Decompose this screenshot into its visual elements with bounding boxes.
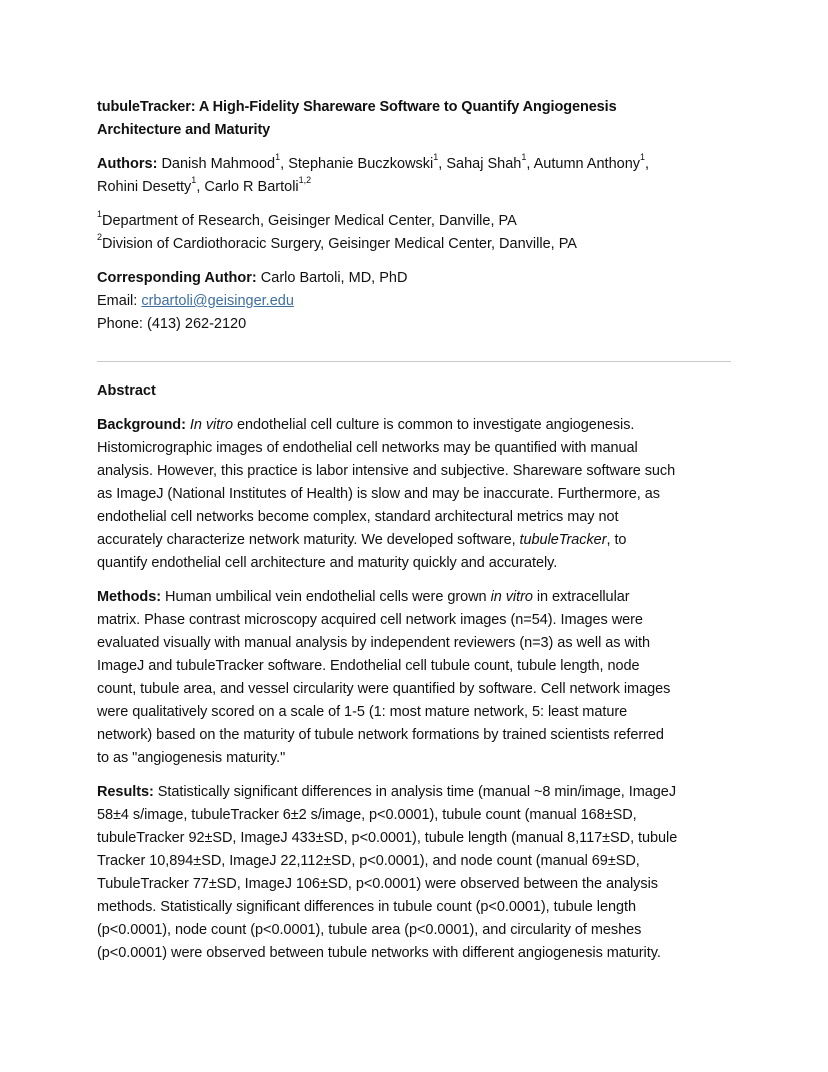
phone-label: Phone:: [97, 316, 143, 332]
abstract-body: [97, 414, 737, 976]
author-name: Rohini Desetty: [97, 179, 192, 195]
methods-line: evaluated visually with manual analysis by independent reviewers (n=3) as well as with: [97, 635, 651, 651]
methods-line: Human umbilical vein endothelial cells were grown in vitro in extracellular: [165, 589, 630, 605]
phone-number: (413) 262-2120: [147, 316, 247, 332]
results-paragraph: [97, 781, 737, 965]
methods-label: Methods:: [97, 589, 162, 605]
paper-title: [97, 96, 737, 142]
background-line: quantify endothelial cell architecture and maturity quickly and accurately.: [97, 555, 558, 571]
methods-line: ImageJ and tubuleTracker software. Endothelial cell tubule count, tubule length, node: [97, 658, 640, 674]
authors-label: Authors:: [97, 156, 158, 172]
affiliation-item: $^1$Department of Research, Geisinger Medical Center, Danville, PA: [97, 209, 517, 229]
paper-page: [97, 96, 737, 961]
results-line: tubuleTracker 92±SD, ImageJ 433±SD, p<0.0001), tubule length (manual 8,117±SD, tubule: [97, 830, 678, 846]
author-name: Autumn Anthony: [533, 156, 641, 172]
affiliation-list: [97, 210, 737, 256]
author-affiliation: 1: [521, 152, 527, 163]
methods-line: matrix. Phase contrast microscopy acquired cell network images (n=54). Images were: [97, 612, 643, 628]
abstract-heading: Abstract: [97, 383, 156, 399]
author-name: Carlo R Bartoli: [204, 179, 299, 195]
corresponding-name: Carlo Bartoli, MD, PhD: [260, 270, 408, 286]
author-name: Sahaj Shah: [446, 156, 522, 172]
corresponding-label: Corresponding Author:: [97, 270, 257, 286]
background-line: endothelial cell networks become complex, standard architectural metrics may not: [97, 509, 619, 525]
results-line: 58±4 s/image, tubuleTracker 6±2 s/image, p<0.0001), tubule count (manual 168±SD,: [97, 807, 637, 823]
title-line: tubuleTracker: A High-Fidelity Shareware Software to Quantify Angiogenesis: [97, 99, 617, 115]
title-line: Architecture and Maturity: [97, 122, 271, 138]
results-line: (p<0.0001), node count (p<0.0001), tubule area (p<0.0001), and circularity of meshes: [97, 922, 642, 938]
author-list: Authors: Danish Mahmood$^1$, Stephanie Buczkowski$^1$, Sahaj Shah$^1$, Autumn Anthony$^1$, Rohini Desetty$^1$, Carlo R Bartoli$^{1,2}$: [97, 152, 650, 195]
methods-line: network) based on the maturity of tubule network formations by trained scientists referred: [97, 727, 664, 743]
background-paragraph: [97, 414, 737, 575]
author-affiliation: 1: [433, 152, 439, 163]
email-link[interactable]: crbartoli@geisinger.edu: [141, 293, 294, 309]
author-name: Danish Mahmood: [161, 156, 276, 172]
background-line: In vitro endothelial cell culture is common to investigate angiogenesis.: [189, 417, 635, 433]
author-affiliation: 1,2: [298, 175, 312, 186]
results-line: (p<0.0001) were observed between tubule networks with different angiogenesis maturity.: [97, 945, 661, 961]
results-line: Tracker 10,894±SD, ImageJ 22,112±SD, p<0.0001), and node count (manual 69±SD,: [97, 853, 640, 869]
author-affiliation: 1: [275, 152, 281, 163]
methods-line: to as "angiogenesis maturity.": [97, 750, 286, 766]
methods-line: were qualitatively scored on a scale of 1-5 (1: most mature network, 5: least mature: [97, 704, 628, 720]
methods-paragraph: [97, 586, 737, 770]
background-line: accurately characterize network maturity. We developed software, tubuleTracker, to: [97, 532, 627, 548]
results-line: methods. Statistically significant differences in tubule count (p<0.0001), tubule length: [97, 899, 637, 915]
background-label: Background:: [97, 417, 186, 433]
author-affiliation: 1: [191, 175, 197, 186]
background-line: analysis. However, this practice is labor intensive and subjective. Shareware software such: [97, 463, 676, 479]
results-line: TubuleTracker 77±SD, ImageJ 106±SD, p<0.0001) were observed between the analysis: [97, 876, 658, 892]
background-line: as ImageJ (National Institutes of Health) is slow and may be inaccurate. Furthermore, as: [97, 486, 660, 502]
background-line: Histomicrographic images of endothelial cell networks may be quantified with manual: [97, 440, 638, 456]
affiliation-item: $^2$Division of Cardiothoracic Surgery, Geisinger Medical Center, Danville, PA: [97, 232, 577, 252]
author-affiliation: 1: [640, 152, 646, 163]
corresponding-author: [97, 267, 737, 336]
section-divider: [97, 361, 731, 362]
author-name: Stephanie Buczkowski: [288, 156, 434, 172]
email-label: Email:: [97, 293, 138, 309]
results-label: Results:: [97, 784, 154, 800]
methods-line: count, tubule area, and vessel circularity were quantified by software. Cell network images: [97, 681, 671, 697]
results-line: Statistically significant differences in analysis time (manual ~8 min/image, ImageJ: [157, 784, 677, 800]
